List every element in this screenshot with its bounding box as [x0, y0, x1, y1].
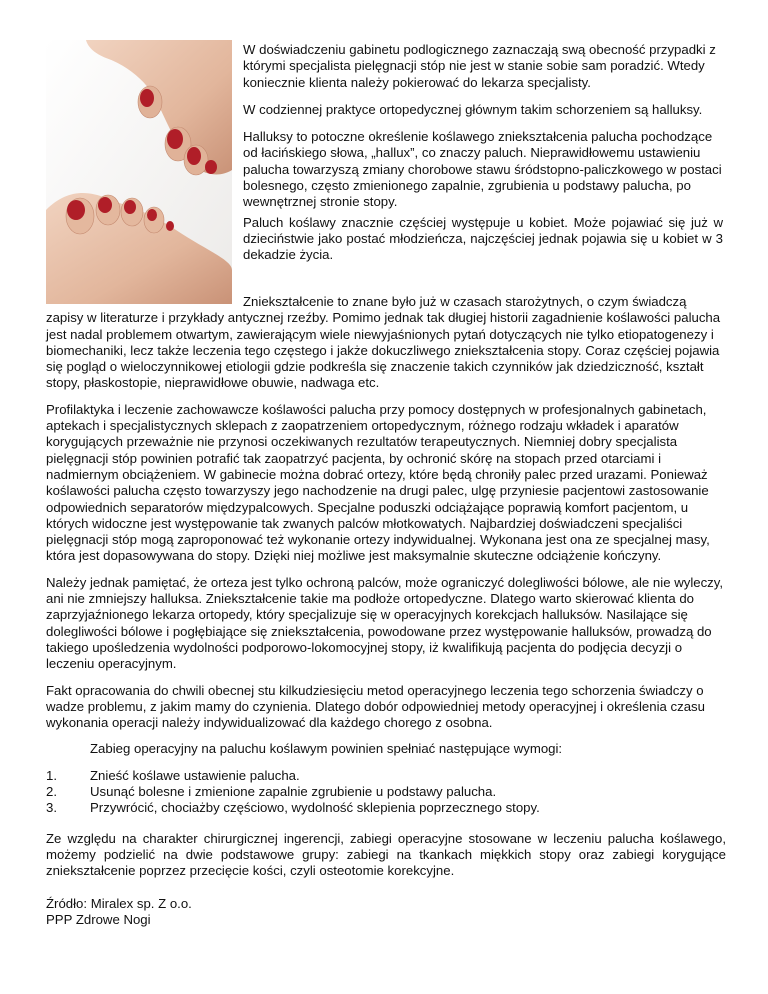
- list-item: [46, 784, 726, 800]
- list-item-number: 1.: [46, 767, 57, 783]
- feet-photo: [46, 40, 232, 304]
- body-paragraph: Należy jednak pamiętać, że orteza jest tylko ochroną palców, może ograniczyć dolegliwości bólowe, ale nie wyleczy, ani nie zmniejszy halluksa. Zniekształcenie takie ma podłoże ortopedyczne. Dlatego warto skierować klienta do zaprzyjaźnionego lekarza ortopedy, który specjalizuje się w operacyjnych korekcjach halluksów. Nasilające się dolegliwości bólowe i pogłębiające się zniekształcenia, powodowane przez występowanie halluksów, prowadzą do takiego upośledzenia wydolności podporowo-lokomocyjnej stopy, iż kwalifikują pacjenta do podjęcia decyzji o leczeniu operacyjnym.: [46, 574, 724, 672]
- list-item-number: 2.: [46, 784, 57, 800]
- intro-paragraph: W codziennej praktyce ortopedycznej głównym takim schorzeniem są halluksy.: [243, 101, 703, 117]
- source-block: [46, 896, 726, 929]
- conclusion-paragraph: Ze względu na charakter chirurgicznej ingerencji, zabiegi operacyjne stosowane w leczeniu palucha koślawego, możemy podzielić na dwie podstawowe grupy: zabiegi na tkankach miękkich stopy oraz zabiegi korygujące zniekształcenie poprzez przecięcie kości, czyli osteotomie korekcyjne.: [46, 830, 726, 879]
- requirements-lead: Zabieg operacyjny na paluchu koślawym powinien spełniać następujące wymogi:: [90, 741, 563, 757]
- list-item: [46, 800, 726, 816]
- list-item-text: Znieść koślawe ustawienie palucha.: [90, 767, 300, 783]
- list-item-text: Przywrócić, chociażby częściowo, wydolność sklepienia poprzecznego stopy.: [90, 800, 540, 816]
- list-item-number: 3.: [46, 800, 57, 816]
- source-line: Źródło: Miralex sp. Z o.o.: [46, 895, 192, 911]
- feet-with-red-toenails-photo-icon: [46, 40, 232, 304]
- intro-paragraph: Halluksy to potoczne określenie koślawego zniekształcenia palucha pochodzące od łacińskiego słowa, „hallux”, co znaczy paluch. Nieprawidłowemu ustawieniu palucha towarzyszą zmiany chorobowe stawu śródstopno-paliczkowego w postaci bolesnego, często zmienionego zapalnie, zgrubienia u podstawy palucha, po wewnętrznej stronie stopy.: [243, 129, 722, 210]
- intro-paragraph: Paluch koślawy znacznie częściej występuje u kobiet. Może pojawiać się już w dzieciństwie jako postać młodzieńcza, najczęściej jednak pojawia się u kobiet w 3 dekadzie życia.: [243, 214, 723, 263]
- source-line: PPP Zdrowe Nogi: [46, 911, 151, 927]
- intro-column: [243, 42, 723, 275]
- list-item: [46, 768, 726, 784]
- body-paragraph: Fakt opracowania do chwili obecnej stu kilkudziesięciu metod operacyjnego leczenia tego schorzenia świadczy o wadze problemu, z jakim mamy do czynienia. Dlatego dobór odpowiedniej metody operacyjnej i określenia czasu wykonania operacji należy indywidualizować dla każdego chorego z osobna.: [46, 682, 705, 731]
- body-text: [46, 294, 726, 928]
- requirements-list: [46, 768, 726, 817]
- body-paragraph: Profilaktyka i leczenie zachowawcze koślawości palucha przy pomocy dostępnych w profesjonalnych gabinetach, aptekach i specjalistycznych sklepach z zaopatrzeniem ortopedycznym, różnego rodzaju wkładek i aparatów korygujących przeważnie nie przynosi oczekiwanych rezultatów terapeutycznych. Niemniej dobry specjalista pielęgnacji stóp powinien potrafić tak zaopatrzyć pacjenta, by ochronić skórę na stopach przed otarciami i nadmiernym obciążeniem. W gabinecie można dobrać ortezy, które będą chroniły palec przed urazami. Ponieważ koślawości palucha często towarzyszy jego nachodzenie na drugi palec, ulgę przyniesie pacjentowi zastosowanie odpowiednich separatorów międzypalcowych. Specjalne poduszki odciążające poprawią komfort pacjentom, u których widoczne jest występowanie tak zwanych palców młotkowatych. Najbardziej doświadczeni specjaliści pielęgnacji stóp mogą zaproponować też wykonanie ortezy indywidualnej. Wykonana jest ona ze specjalnej masy, która jest dopasowywana do stopy. Dzięki niej możliwe jest maksymalnie skuteczne odciążenie kończyny.: [46, 401, 710, 564]
- intro-paragraph: W doświadczeniu gabinetu podlogicznego zaznaczają swą obecność przypadki z którymi specjalista pielęgnacji stóp nie jest w stanie sobie sam poradzić. Wtedy koniecznie klienta należy pokierować do lekarza specjalisty.: [243, 42, 716, 90]
- list-item-text: Usunąć bolesne i zmienione zapalnie zgrubienie u podstawy palucha.: [90, 784, 497, 800]
- body-paragraph: Zniekształcenie to znane było już w czasach starożytnych, o czym świadczą zapisy w literaturze i przykłady antycznej rzeźby. Pomimo jednak tak długiej historii zagadnienie koślawości palucha jest nadal problemem otwartym, zawierającym wiele niewyjaśnionych pytań dotyczących nie tylko etiopatogenezy i biomechaniki, lecz także leczenia tego częstego i jakże dokuczliwego zniekształcenia stopy. Coraz częściej pojawia się pogląd o wieloczynnikowej etiologii gdzie podkreśla się znaczenie takich czynników jak dziedziczność, kształt stopy, płaskostopie, nieprawidłowe obuwie, nadwaga etc.: [46, 294, 721, 391]
